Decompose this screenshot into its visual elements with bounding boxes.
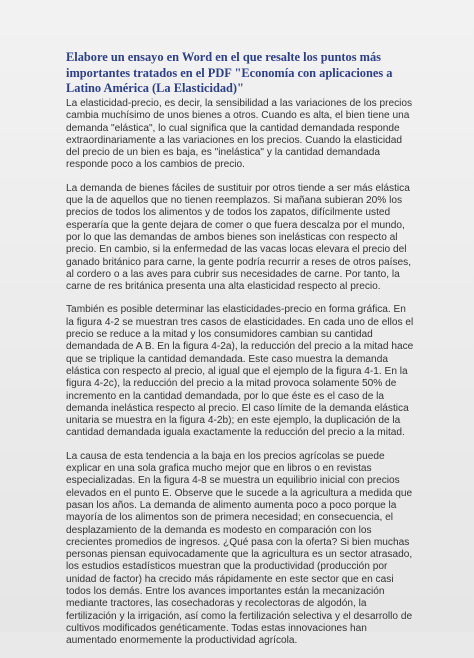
paragraph-substitutes: La demanda de bienes fáciles de sustituir por otros tiende a ser más elástica que la de aquellos que no tienen reemplazos. Si mañana subieran 20% los precios de todos los alimentos y de todos los zapatos, difícilmente usted esperaría que la gente dejara de comer o que fuera descalza por el mundo, por lo que las demandas de ambos bienes son inelásticas con respecto al precio. En cambio, si la enfermedad de las vacas locas elevara el precio del ganado británico para carne, la gente podría recurrir a reses de otros países, al cordero o a las aves para cubrir sus necesidades de carne. Por tanto, la carne de res británica presenta una alta elasticidad respecto al precio. [66,182,412,293]
paragraph-agricultural-prices: La causa de esta tendencia a la baja en los precios agrícolas se puede explicar en una sola grafica mucho mejor que en libros o en revistas especializadas. En la figura 4-8 se muestra un equilibrio inicial con precios elevados en el punto E. Observe que le sucede a la agricultura a medida que pasan los años. La demanda de alimento aumenta poco a poco porque la mayoría de los alimentos son de primera necesidad; en consecuencia, el desplazamiento de la demanda es modesto en comparación con los crecientes promedios de ingresos. ¿Qué pasa con la oferta? Si bien muchas personas piensan equivocadamente que la agricultura es un sector atrasado, los estudios estadísticos muestran que la productividad (producción por unidad de factor) ha crecido más rápidamente en este sector que en casi todos los demás. Entre los avances importantes están la mecanización mediante tractores, las cosechadoras y recolectoras de algodón, la fertilización y la irrigación, así como la fertilización selectiva y el desarrollo de cultivos modificados genéticamente. Todas estas innovaciones han aumentado enormemente la productividad agrícola. [66,450,413,647]
paragraph-graphical-elasticity: También es posible determinar las elasticidades-precio en forma gráfica. En la figura 4-2 se muestran tres casos de elasticidades. En cada uno de ellos el precio se reduce a la mitad y los consumidores cambian su cantidad demandada de A B. En la figura 4-2a), la reducción del precio a la mitad hace que se triplique la cantidad demandada. Este caso muestra la demanda elástica con respecto al precio, al igual que el ejemplo de la figura 4-1. En la figura 4-2c), la reducción del precio a la mitad provoca solamente 50% de incremento en la cantidad demandada, por lo que éste es el caso de la demanda inelástica respecto al precio. El caso límite de la demanda elástica unitaria se muestra en la figura 4-2b); en este ejemplo, la duplicación de la cantidad demandada iguala exactamente la reducción del precio a la mitad. [66,304,414,439]
paragraph-elasticity-definition: La elasticidad-precio, es decir, la sensibilidad a las variaciones de los precios cambia muchísimo de unos bienes a otros. Cuando es alta, el bien tiene una demanda "elástica", lo cual significa que la cantidad demandada responde extraordinariamente a las variaciones en los precios. Cuando la elasticidad del precio de un bien es baja, es "inelástica" y la cantidad demandada responde poco a los cambios de precio. [66,98,413,171]
document-body [66,98,416,658]
document-title: Elabore un ensayo en Word en el que resalte los puntos más importantes tratados en el PDF "Economía con aplicaciones a Latino América (La Elasticidad)" [66,50,393,95]
